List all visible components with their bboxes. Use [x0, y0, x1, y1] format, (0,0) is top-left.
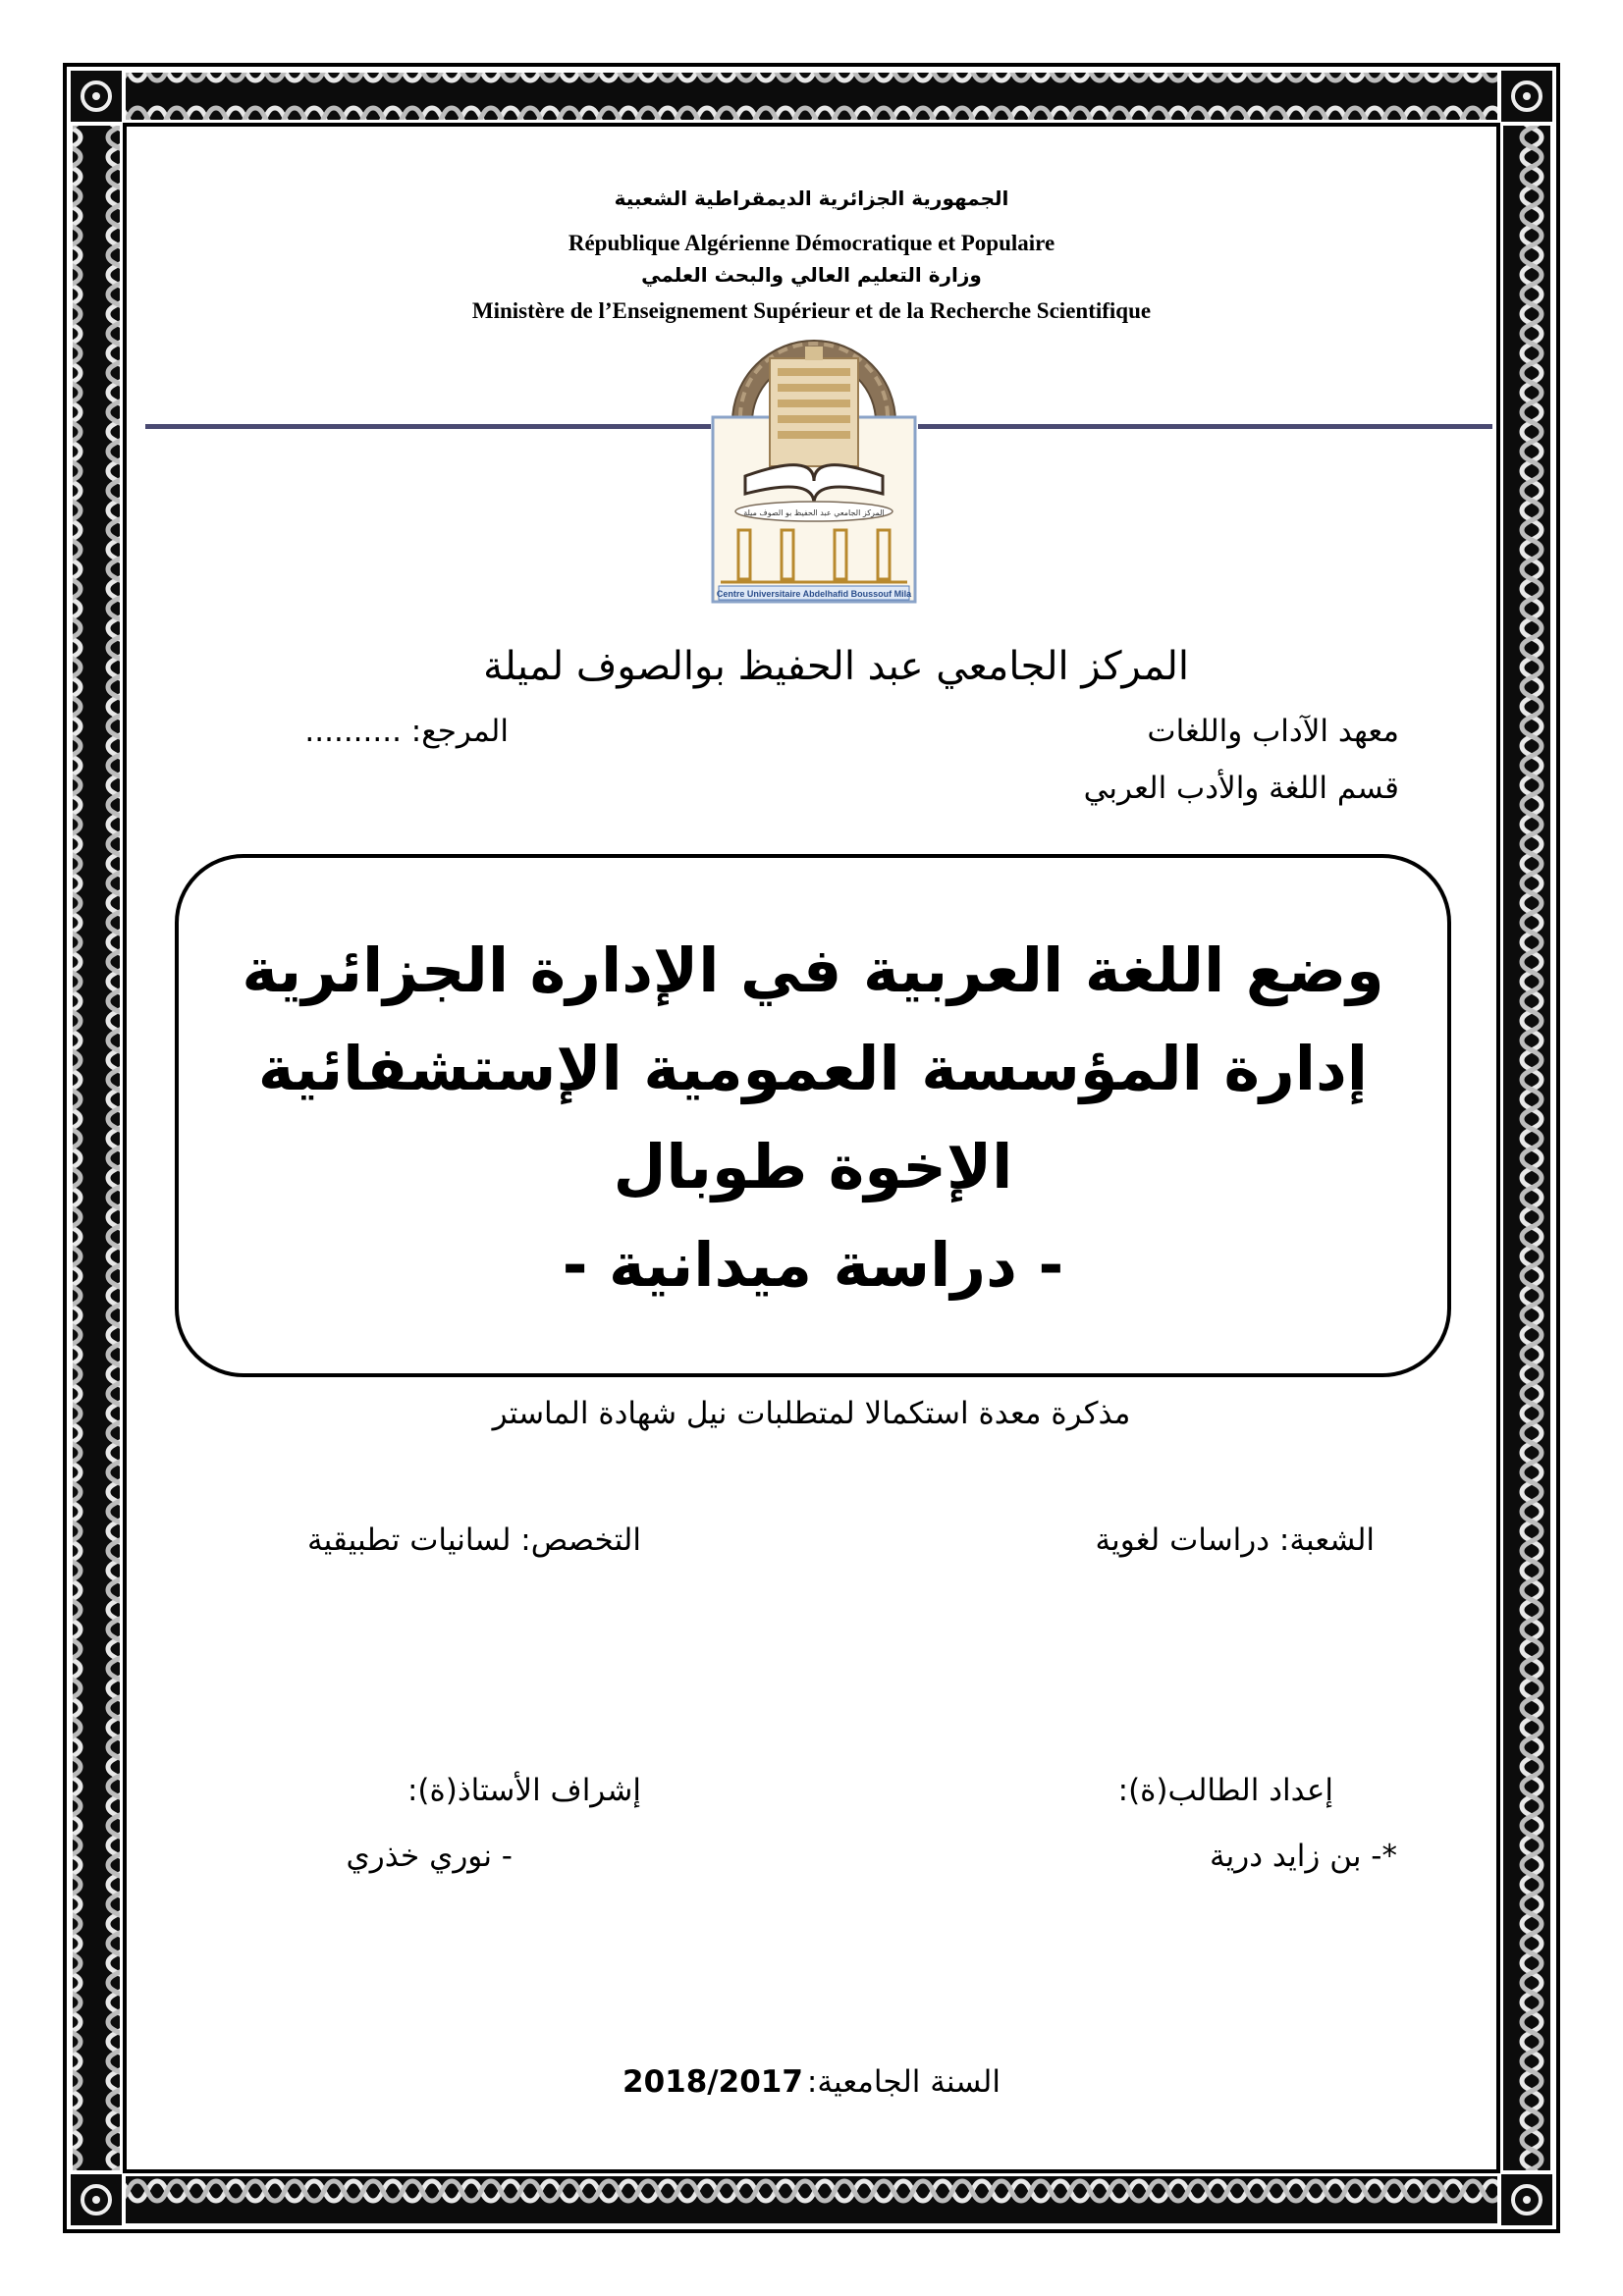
branch-field: الشعبة: دراسات لغوية — [1095, 1522, 1375, 1558]
thesis-note: مذكرة معدة استكمالا لمتطلبات نيل شهادة الماستر — [492, 1396, 1131, 1431]
reference-field: المرجع: .......... — [304, 714, 509, 749]
ministry-arabic: وزارة التعليم العالي والبحث العلمي — [641, 263, 982, 287]
republic-arabic: الجمهورية الجزائرية الديمقراطية الشعبية — [614, 187, 1009, 210]
academic-year-value: 2018/2017 — [622, 2064, 803, 2100]
title-line-1: وضع اللغة العربية في الإدارة الجزائرية — [242, 934, 1384, 1006]
academic-year-label: السنة الجامعية: — [806, 2064, 1001, 2100]
title-line-4: - دراسة ميدانية - — [562, 1229, 1064, 1301]
header-rule-right — [918, 424, 1492, 429]
header-rule-left — [145, 424, 711, 429]
title-line-2: إدارة المؤسسة العمومية الإستشفائية — [257, 1033, 1369, 1104]
supervisor-name: - نوري خذري — [346, 1839, 513, 1874]
institute-name: معهد الآداب واللغات — [1147, 714, 1399, 749]
logo-caption-arabic: المركز الجامعي عبد الحفيظ بو الصوف ميلة — [743, 508, 885, 517]
department-name: قسم اللغة والأدب العربي — [1083, 771, 1399, 806]
university-logo-emblem — [711, 319, 917, 606]
university-logo — [711, 319, 917, 606]
logo-caption-french: Centre Universitaire Abdelhafid Boussouf Mila — [716, 589, 912, 599]
student-label: إعداد الطالب(ة): — [1117, 1773, 1333, 1808]
specialty-field: التخصص: لسانيات تطبيقية — [306, 1522, 641, 1558]
republic-french: République Algérienne Démocratique et Populaire — [568, 231, 1055, 255]
supervisor-label: إشراف الأستاذ(ة): — [406, 1773, 641, 1808]
student-name: *- بن زايد درية — [1210, 1839, 1397, 1874]
center-name: المركز الجامعي عبد الحفيظ بوالصوف لميلة — [483, 644, 1189, 689]
title-line-3: الإخوة طوبال — [613, 1131, 1013, 1202]
academic-year — [0, 2064, 1623, 2100]
thesis-title-box — [175, 854, 1451, 1377]
ministry-french: Ministère de l’Enseignement Supérieur et de la Recherche Scientifique — [471, 298, 1152, 323]
